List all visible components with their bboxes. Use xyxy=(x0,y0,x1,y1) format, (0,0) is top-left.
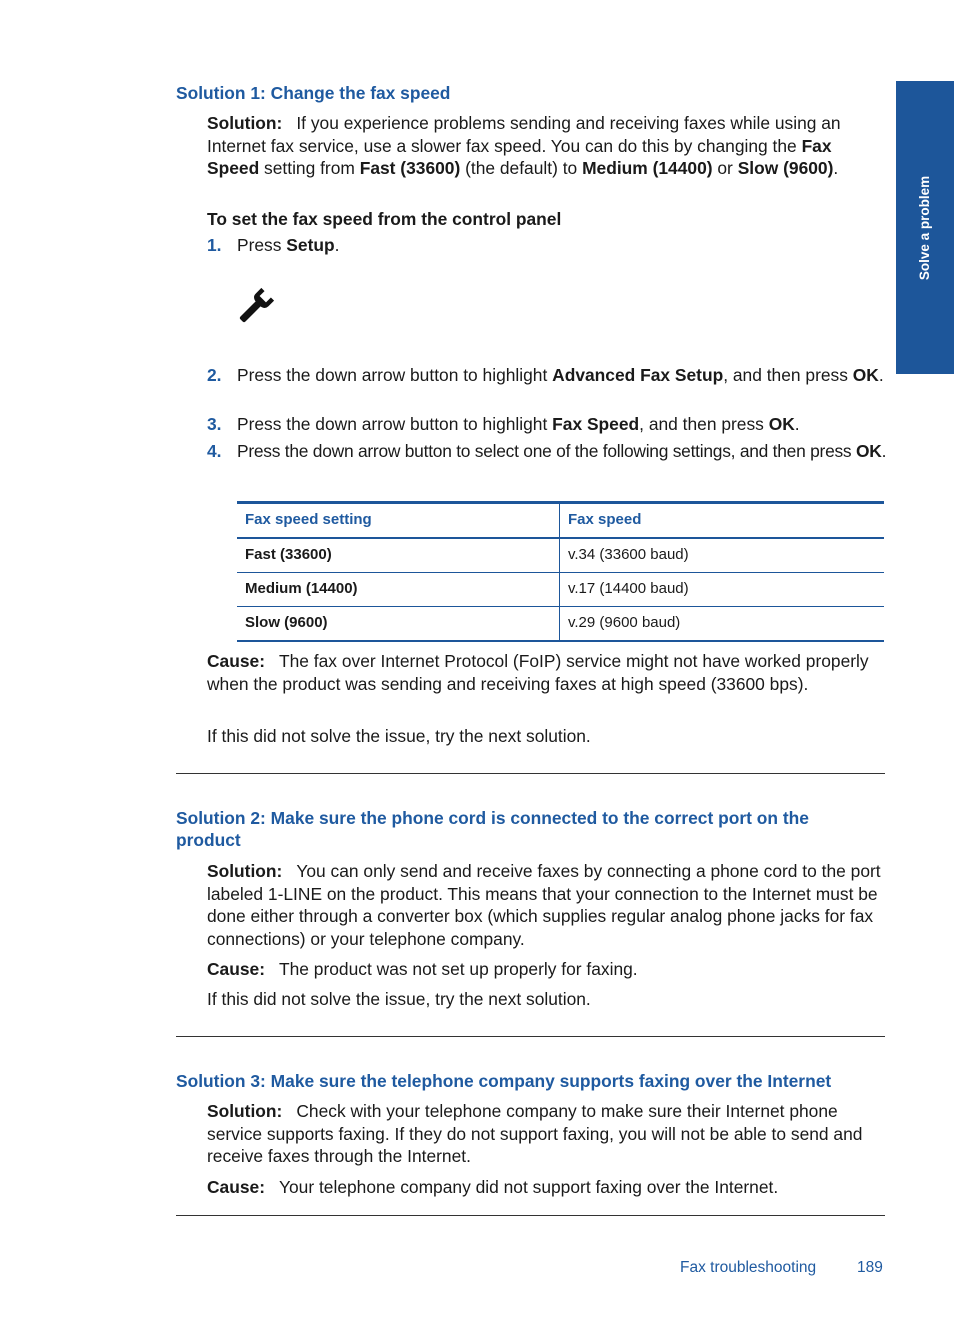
solution-1-text: Solution: If you experience problems sending and receiving faxes while using an Internet fax service, use a slower fax speed. You can do this by changing the Fax Speed setting from Fast (33600) (the default) to Medium (14400) or Slow (9600). xyxy=(207,113,841,178)
solution-2-cause: Cause: The product was not set up properly for faxing. xyxy=(207,959,638,979)
solution-2-next: If this did not solve the issue, try the next solution. xyxy=(207,989,591,1009)
step-2-number: 2. xyxy=(207,365,222,385)
wrench-icon xyxy=(235,287,275,327)
fax-speed-table xyxy=(237,501,884,642)
step-3-text: Press the down arrow button to highlight Fax Speed, and then press OK. xyxy=(237,414,800,434)
solution-2-text: Solution: You can only send and receive faxes by connecting a phone cord to the port labeled 1-LINE on the product. This means that your connection to the Internet must be done either through a converter box (which supplies regular analog phone jacks for fax connections) or your telephone company. xyxy=(207,861,881,949)
step-3-number: 3. xyxy=(207,414,222,434)
section-divider xyxy=(176,773,885,774)
cause-label: Cause: xyxy=(207,651,265,671)
procedure-title: To set the fax speed from the control panel xyxy=(207,209,562,229)
side-tab-label: Solve a problem xyxy=(916,175,932,280)
table-row xyxy=(237,573,884,607)
solution-label: Solution: xyxy=(207,113,283,133)
fax-speed-setting-cell: Medium (14400) xyxy=(237,573,560,607)
step-1-text: Press Setup. xyxy=(237,235,340,255)
solution-1-heading: Solution 1: Change the fax speed xyxy=(176,83,451,103)
table-header-row xyxy=(237,503,884,539)
solution-3-cause: Cause: Your telephone company did not support faxing over the Internet. xyxy=(207,1177,779,1197)
cause-label: Cause: xyxy=(207,959,265,979)
table-row xyxy=(237,607,884,642)
table-row xyxy=(237,538,884,573)
solution-label: Solution: xyxy=(207,861,283,881)
side-tab xyxy=(896,81,954,374)
solution-3-text: Solution: Check with your telephone company to make sure their Internet phone service supports faxing. If they do not support faxing, you will not be able to send and receive faxes through the Internet. xyxy=(207,1101,863,1166)
step-4-number: 4. xyxy=(207,441,222,461)
fax-speed-setting-cell: Slow (9600) xyxy=(237,607,560,642)
footer-section-title: Fax troubleshooting xyxy=(680,1259,817,1276)
section-divider xyxy=(176,1215,885,1216)
section-divider xyxy=(176,1036,885,1037)
solution-1-cause: Cause: The fax over Internet Protocol (FoIP) service might not have worked properly when the product was sending and receiving faxes at high speed (33600 bps). xyxy=(207,651,869,694)
column-header: Fax speed xyxy=(560,503,885,539)
cause-label: Cause: xyxy=(207,1177,265,1197)
solution-label: Solution: xyxy=(207,1101,283,1121)
fax-speed-cell: v.29 (9600 baud) xyxy=(560,607,885,642)
step-4-text: Press the down arrow button to select one of the following settings, and then press OK. xyxy=(237,441,887,461)
solution-2-heading: Solution 2: Make sure the phone cord is connected to the correct port on the product xyxy=(176,808,809,850)
fax-speed-cell: v.34 (33600 baud) xyxy=(560,538,885,573)
column-header: Fax speed setting xyxy=(237,503,560,539)
solution-1-next: If this did not solve the issue, try the next solution. xyxy=(207,726,591,746)
step-1-number: 1. xyxy=(207,235,222,255)
page-number: 189 xyxy=(857,1259,883,1276)
solution-3-heading: Solution 3: Make sure the telephone company supports faxing over the Internet xyxy=(176,1071,832,1091)
step-2-text: Press the down arrow button to highlight Advanced Fax Setup, and then press OK. xyxy=(237,365,884,385)
fax-speed-setting-cell: Fast (33600) xyxy=(237,538,560,573)
fax-speed-cell: v.17 (14400 baud) xyxy=(560,573,885,607)
